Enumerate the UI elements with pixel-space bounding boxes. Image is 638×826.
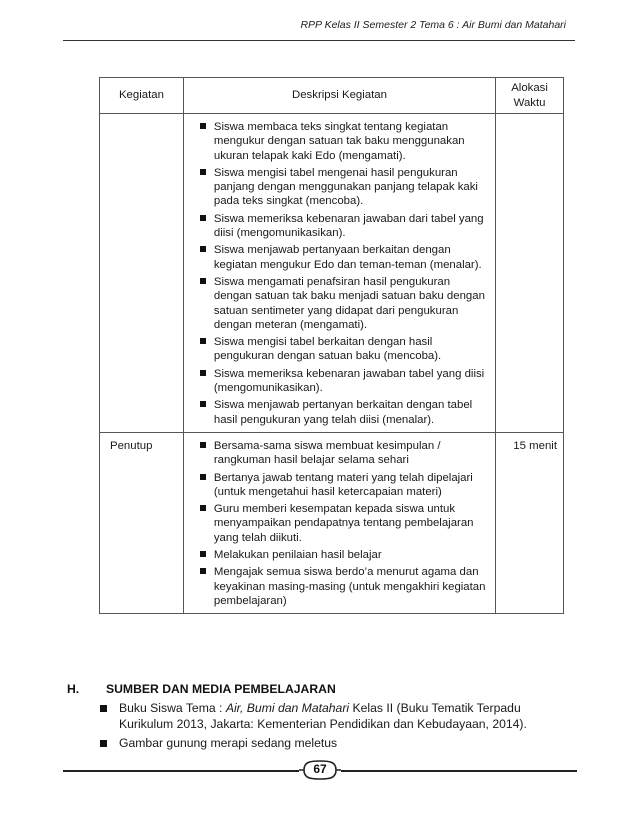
- cell-alokasi-penutup: 15 menit: [496, 432, 564, 613]
- list-item-text: Mengajak semua siswa berdo’a menurut agama dan keyakinan masing-masing (untuk mengakhiri kegiatan pembelajaran): [213, 566, 486, 607]
- footer-rule-left: [63, 770, 299, 772]
- list-item-text: Melakukan penilaian hasil belajar: [213, 549, 382, 562]
- source-item-italic: Air, Bumi dan Matahari: [225, 701, 350, 715]
- activity-table: [99, 77, 564, 614]
- footer-rule-right: [341, 770, 577, 772]
- list-item: [184, 548, 489, 562]
- source-item-prefix: Gambar gunung merapi sedang meletus: [119, 736, 338, 750]
- list-item-text: Bersama-sama siswa membuat kesimpulan / rangkuman hasil belajar selama sehari: [213, 439, 441, 467]
- penutup-activity-list: [184, 439, 489, 608]
- list-item-text: Siswa menjawab pertanyan berkaitan dengan tabel hasil pengukuran yang telah diisi (menalar).: [213, 399, 473, 426]
- list-item-text: Siswa mengisi tabel berkaitan dengan hasil pengukuran dengan satuan baku (mencoba).: [213, 336, 442, 363]
- list-item-text: Siswa membaca teks singkat tentang kegiatan mengukur dengan satuan tak baku menggunakan ukuran telapak kaki Edo (mengamati).: [213, 121, 465, 162]
- square-bullet-icon: [100, 740, 107, 747]
- square-bullet-icon: [200, 401, 206, 407]
- square-bullet-icon: [100, 705, 107, 712]
- cell-kegiatan-penutup: Penutup: [100, 432, 184, 613]
- list-item: [97, 736, 577, 752]
- source-media-list: [97, 701, 577, 756]
- table-header-row: [100, 78, 564, 114]
- list-item-text: Siswa mengisi tabel mengenai hasil pengukuran panjang dengan menggunakan panjang telapak kaki pada teks singkat (mencoba).: [213, 166, 478, 208]
- cell-deskripsi-penutup: [183, 432, 495, 613]
- square-bullet-icon: [200, 338, 206, 344]
- page-number: 67: [313, 762, 327, 776]
- list-item: [184, 439, 489, 468]
- square-bullet-icon: [200, 505, 206, 511]
- list-item: [97, 701, 577, 732]
- square-bullet-icon: [200, 246, 206, 252]
- cell-kegiatan-inti: [100, 114, 184, 433]
- cell-alokasi-inti: [496, 114, 564, 433]
- section-title: SUMBER DAN MEDIA PEMBELAJARAN: [106, 682, 336, 696]
- list-item-text: Siswa menjawab pertanyaan berkaitan dengan kegiatan mengukur Edo dan teman-teman (menalar).: [213, 244, 482, 271]
- list-item-text: Siswa memeriksa kebenaran jawaban dari tabel yang diisi (mengomunikasikan).: [213, 212, 484, 240]
- list-item-text: Siswa memeriksa kebenaran jawaban tabel yang diisi (mengomunikasikan).: [213, 367, 485, 395]
- section-letter: H.: [67, 682, 80, 696]
- list-item: [184, 502, 489, 545]
- square-bullet-icon: [200, 215, 206, 221]
- source-item-prefix: Buku Siswa Tema :: [119, 701, 226, 715]
- list-item: [184, 120, 489, 163]
- source-item-suffix: Kelas II (Buku Tematik Terpadu Kurikulum 2013, Jakarta: Kementerian Pendidikan dan Kebudayaan, 2014).: [119, 701, 527, 731]
- square-bullet-icon: [200, 551, 206, 557]
- square-bullet-icon: [200, 442, 206, 448]
- header-rule: [63, 40, 575, 41]
- table-row-penutup: [100, 432, 564, 613]
- list-item: [184, 471, 489, 500]
- header-kegiatan: Kegiatan: [100, 78, 184, 114]
- running-header: RPP Kelas II Semester 2 Tema 6 : Air Bumi dan Matahari: [300, 19, 566, 31]
- table-row-inti: [100, 114, 564, 433]
- square-bullet-icon: [200, 169, 206, 175]
- list-item-text: Bertanya jawab tentang materi yang telah dipelajari (untuk mengetahui hasil ketercapaian materi): [213, 471, 473, 498]
- list-item: [184, 335, 489, 364]
- square-bullet-icon: [200, 370, 206, 376]
- square-bullet-icon: [200, 123, 206, 129]
- list-item: [184, 166, 489, 209]
- header-alokasi-line2: Waktu: [513, 96, 546, 109]
- list-item: [184, 367, 489, 396]
- cell-deskripsi-inti: [183, 114, 495, 433]
- header-deskripsi: Deskripsi Kegiatan: [183, 78, 495, 114]
- list-item: [184, 243, 489, 272]
- list-item-text: Guru memberi kesempatan kepada siswa untuk menyampaikan pendapatnya tentang pembelajaran yang telah diikuti.: [213, 503, 474, 544]
- square-bullet-icon: [200, 568, 206, 574]
- square-bullet-icon: [200, 278, 206, 284]
- header-alokasi: [496, 78, 564, 114]
- list-item: [184, 212, 489, 241]
- list-item: [184, 275, 489, 332]
- header-alokasi-line1: Alokasi: [511, 82, 548, 95]
- inti-activity-list: [184, 120, 489, 427]
- square-bullet-icon: [200, 474, 206, 480]
- list-item: [184, 565, 489, 608]
- list-item: [184, 398, 489, 427]
- list-item-text: Siswa mengamati penafsiran hasil pengukuran dengan satuan tak baku menjadi satuan baku dengan satuan sentimeter yang didapat dari pengukuran dengan meteran (mengamati).: [213, 275, 485, 331]
